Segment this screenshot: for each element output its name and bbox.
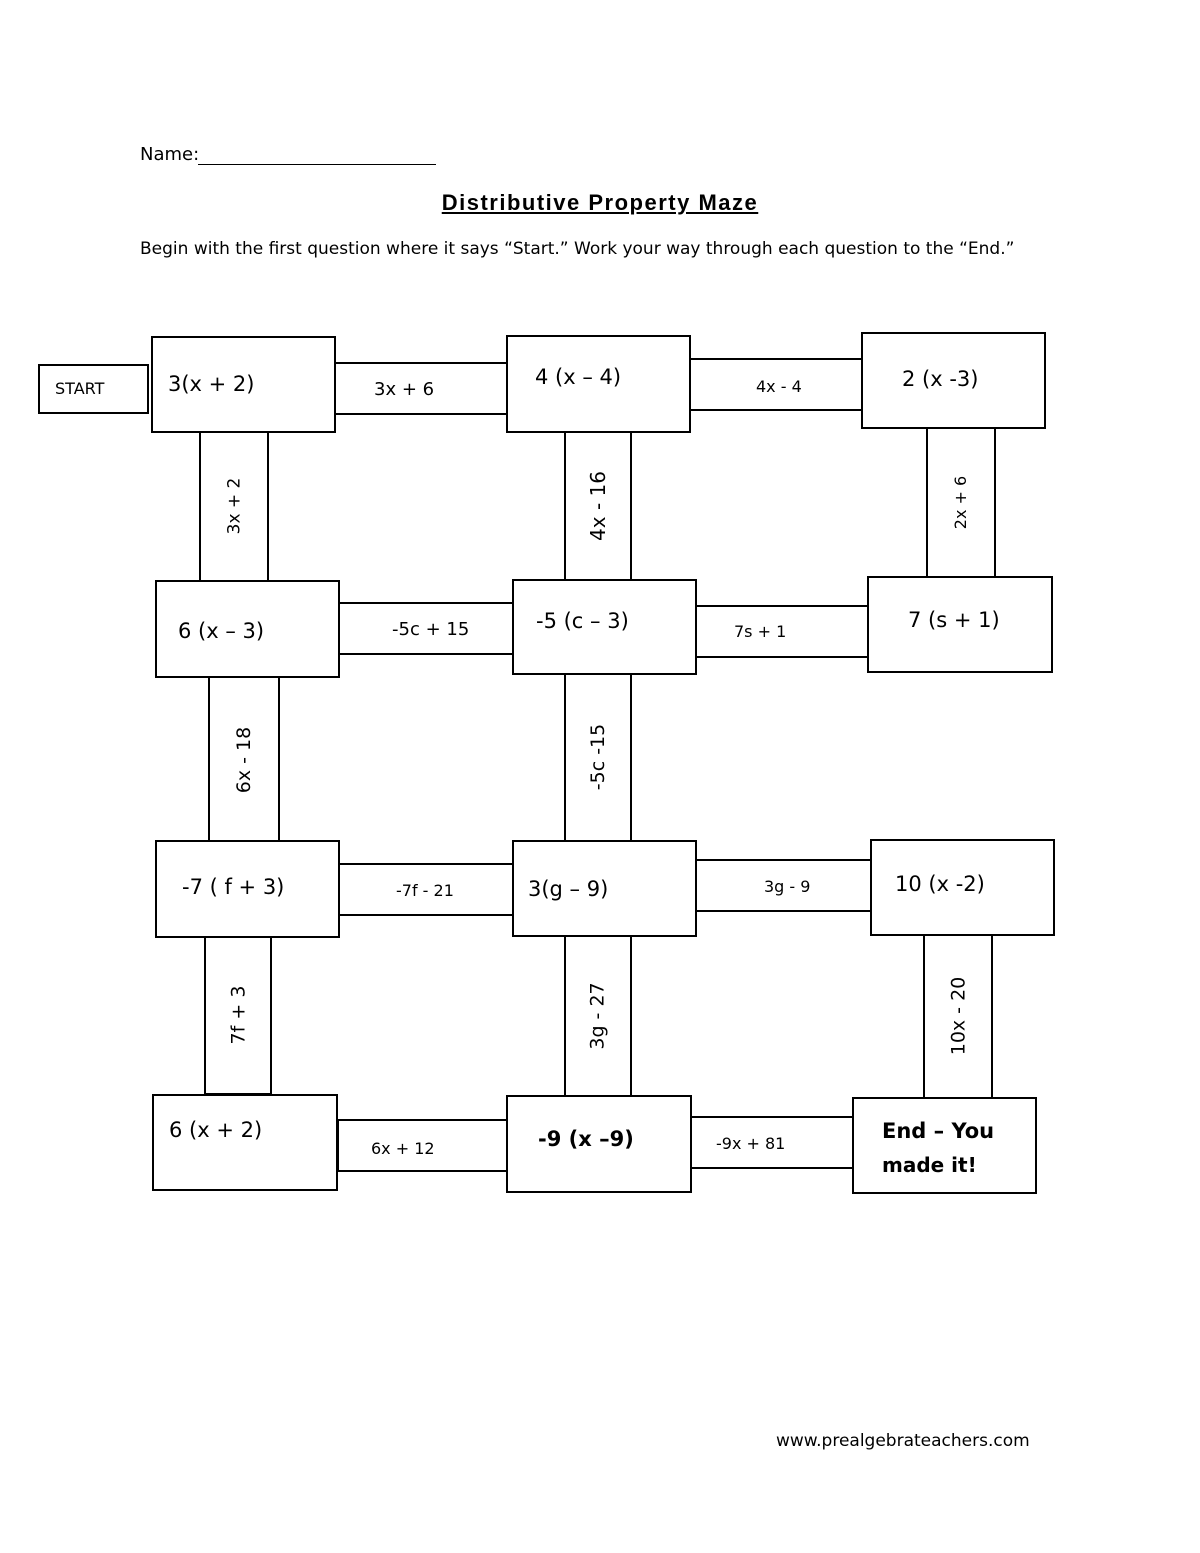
question-text: 10 (x -2) xyxy=(895,872,985,896)
answer-connector xyxy=(334,362,510,415)
question-text: 4 (x – 4) xyxy=(535,365,622,389)
name-label: Name: xyxy=(140,144,200,165)
answer-text: 4x - 16 xyxy=(586,471,611,541)
worksheet-title: Distributive Property Maze xyxy=(441,190,759,215)
answer-connector xyxy=(564,935,632,1097)
question-box xyxy=(506,1095,692,1193)
name-blank-line[interactable] xyxy=(198,164,436,165)
answer-connector xyxy=(694,605,872,658)
end-text-line-1: End – You xyxy=(882,1119,995,1143)
question-box xyxy=(512,579,697,675)
answer-text: 3x + 6 xyxy=(374,379,435,400)
answer-connector xyxy=(337,1119,511,1172)
answer-connector xyxy=(208,676,280,844)
answer-connector xyxy=(923,932,993,1100)
answer-text: 10x - 20 xyxy=(947,976,970,1056)
question-box xyxy=(155,840,340,938)
answer-text: -9x + 81 xyxy=(716,1134,786,1153)
question-box xyxy=(861,332,1046,429)
end-text-line-2: made it! xyxy=(882,1153,977,1177)
answer-text: 3x + 2 xyxy=(224,477,244,535)
question-box xyxy=(870,839,1055,936)
question-text: 6 (x + 2) xyxy=(169,1118,263,1142)
answer-text: 3g - 9 xyxy=(764,877,811,896)
answer-text: -7f - 21 xyxy=(396,881,454,900)
question-text: 3(g – 9) xyxy=(528,877,609,901)
question-text: 2 (x -3) xyxy=(902,367,979,391)
answer-connector xyxy=(564,672,632,842)
start-label: START xyxy=(55,379,105,398)
answer-connector xyxy=(926,426,996,578)
answer-text: 3g - 27 xyxy=(587,982,610,1050)
question-box xyxy=(151,336,336,433)
question-text: -7 ( f + 3) xyxy=(182,875,285,899)
start-box xyxy=(38,364,149,414)
answer-text: -5c + 15 xyxy=(392,619,470,640)
question-box xyxy=(152,1094,338,1191)
answer-connector xyxy=(688,1116,856,1169)
answer-text: -5c -15 xyxy=(587,723,609,791)
question-text: 7 (s + 1) xyxy=(908,608,1000,632)
end-box xyxy=(852,1097,1037,1194)
answer-text: 6x + 12 xyxy=(371,1139,435,1158)
answer-text: 7s + 1 xyxy=(734,622,787,641)
instructions: Begin with the first question where it says “Start.” Work your way through each question to the “End.” xyxy=(140,239,1015,259)
question-text: 6 (x – 3) xyxy=(178,619,265,643)
question-text: -9 (x –9) xyxy=(538,1127,634,1151)
answer-connector xyxy=(338,863,514,916)
answer-connector xyxy=(688,358,866,411)
answer-connector xyxy=(564,430,632,582)
website-footer: www.prealgebrateachers.com xyxy=(776,1431,1030,1451)
answer-text: 2x + 6 xyxy=(951,475,971,529)
question-box xyxy=(867,576,1053,673)
answer-connector xyxy=(694,859,872,912)
question-box xyxy=(512,840,697,937)
question-box xyxy=(506,335,691,433)
answer-text: 6x - 18 xyxy=(232,726,255,794)
question-box xyxy=(155,580,340,678)
answer-connector xyxy=(199,430,269,582)
answer-text: 4x - 4 xyxy=(756,377,802,396)
question-text: 3(x + 2) xyxy=(168,372,255,396)
question-text: -5 (c – 3) xyxy=(536,609,629,633)
answer-connector xyxy=(338,602,516,655)
answer-connector xyxy=(204,935,272,1095)
answer-text: 7f + 3 xyxy=(227,985,249,1045)
